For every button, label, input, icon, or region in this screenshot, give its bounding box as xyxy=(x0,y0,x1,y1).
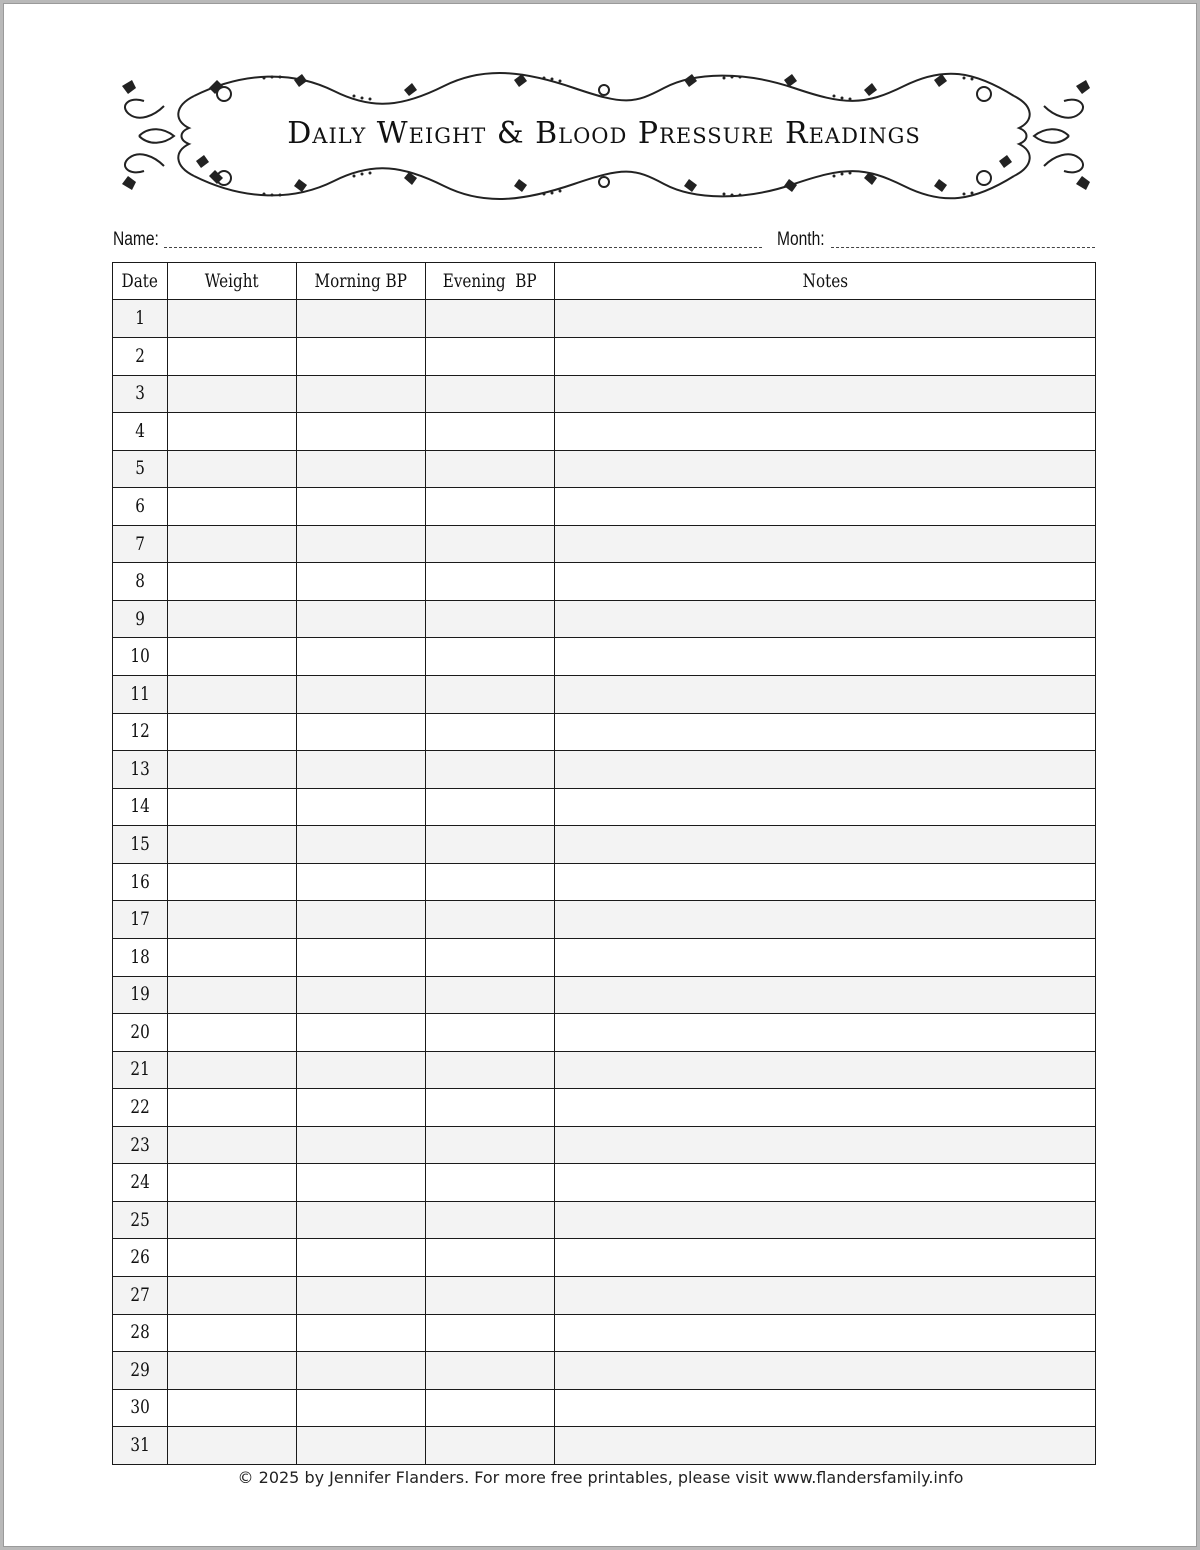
header-notes: Notes xyxy=(555,263,1096,300)
evening-bp-cell[interactable] xyxy=(426,375,555,413)
morning-bp-cell[interactable] xyxy=(297,713,426,751)
weight-cell[interactable] xyxy=(168,638,297,676)
date-cell: 5 xyxy=(113,450,168,488)
notes-cell[interactable] xyxy=(555,1277,1096,1315)
evening-bp-cell[interactable] xyxy=(426,1201,555,1239)
table-row xyxy=(113,938,1096,976)
evening-bp-cell[interactable] xyxy=(426,563,555,601)
evening-bp-cell[interactable] xyxy=(426,976,555,1014)
table-row xyxy=(113,826,1096,864)
evening-bp-cell[interactable] xyxy=(426,1126,555,1164)
notes-cell[interactable] xyxy=(555,638,1096,676)
morning-bp-cell[interactable] xyxy=(297,563,426,601)
weight-cell[interactable] xyxy=(168,1126,297,1164)
notes-cell[interactable] xyxy=(555,751,1096,789)
weight-cell[interactable] xyxy=(168,1014,297,1052)
morning-bp-cell[interactable] xyxy=(297,1051,426,1089)
table-row xyxy=(113,300,1096,338)
table-row xyxy=(113,863,1096,901)
evening-bp-cell[interactable] xyxy=(426,901,555,939)
date-cell: 28 xyxy=(113,1314,168,1352)
weight-cell[interactable] xyxy=(168,1427,297,1465)
date-cell: 6 xyxy=(113,488,168,526)
date-cell: 31 xyxy=(113,1427,168,1465)
date-cell: 12 xyxy=(113,713,168,751)
weight-cell[interactable] xyxy=(168,1389,297,1427)
notes-cell[interactable] xyxy=(555,563,1096,601)
date-cell: 16 xyxy=(113,863,168,901)
weight-cell[interactable] xyxy=(168,938,297,976)
notes-cell[interactable] xyxy=(555,1239,1096,1277)
notes-cell[interactable] xyxy=(555,1126,1096,1164)
notes-cell[interactable] xyxy=(555,1314,1096,1352)
date-cell: 23 xyxy=(113,1126,168,1164)
weight-cell[interactable] xyxy=(168,788,297,826)
morning-bp-cell[interactable] xyxy=(297,1239,426,1277)
date-cell: 20 xyxy=(113,1014,168,1052)
table-row xyxy=(113,337,1096,375)
morning-bp-cell[interactable] xyxy=(297,751,426,789)
table-row xyxy=(113,600,1096,638)
page-title: Daily Weight & Blood Pressure Readings xyxy=(287,116,921,151)
weight-cell[interactable] xyxy=(168,1239,297,1277)
notes-cell[interactable] xyxy=(555,676,1096,714)
date-cell: 25 xyxy=(113,1201,168,1239)
date-cell: 22 xyxy=(113,1089,168,1127)
notes-cell[interactable] xyxy=(555,1352,1096,1390)
table-row xyxy=(113,1014,1096,1052)
evening-bp-cell[interactable] xyxy=(426,300,555,338)
date-cell: 18 xyxy=(113,938,168,976)
morning-bp-cell[interactable] xyxy=(297,976,426,1014)
notes-cell[interactable] xyxy=(555,826,1096,864)
date-cell: 15 xyxy=(113,826,168,864)
notes-cell[interactable] xyxy=(555,1201,1096,1239)
evening-bp-cell[interactable] xyxy=(426,525,555,563)
notes-cell[interactable] xyxy=(555,863,1096,901)
morning-bp-cell[interactable] xyxy=(297,938,426,976)
header-evening-bp: Evening BP xyxy=(426,263,555,300)
morning-bp-cell[interactable] xyxy=(297,788,426,826)
table-row xyxy=(113,1239,1096,1277)
weight-cell[interactable] xyxy=(168,676,297,714)
weight-cell[interactable] xyxy=(168,1314,297,1352)
date-cell: 1 xyxy=(113,300,168,338)
evening-bp-cell[interactable] xyxy=(426,751,555,789)
weight-cell[interactable] xyxy=(168,1352,297,1390)
date-cell: 26 xyxy=(113,1239,168,1277)
evening-bp-cell[interactable] xyxy=(426,938,555,976)
weight-cell[interactable] xyxy=(168,450,297,488)
copyright-footer: © 2025 by Jennifer Flanders. For more free printables, please visit www.flandersfamily.info xyxy=(237,1468,964,1487)
date-cell: 21 xyxy=(113,1051,168,1089)
evening-bp-cell[interactable] xyxy=(426,600,555,638)
readings-table xyxy=(112,262,1096,1465)
evening-bp-cell[interactable] xyxy=(426,488,555,526)
morning-bp-cell[interactable] xyxy=(297,300,426,338)
weight-cell[interactable] xyxy=(168,751,297,789)
date-cell: 24 xyxy=(113,1164,168,1202)
notes-cell[interactable] xyxy=(555,337,1096,375)
table-row xyxy=(113,1389,1096,1427)
weight-cell[interactable] xyxy=(168,901,297,939)
morning-bp-cell[interactable] xyxy=(297,901,426,939)
table-row xyxy=(113,1352,1096,1390)
evening-bp-cell[interactable] xyxy=(426,638,555,676)
weight-cell[interactable] xyxy=(168,300,297,338)
table-row xyxy=(113,1089,1096,1127)
morning-bp-cell[interactable] xyxy=(297,676,426,714)
notes-cell[interactable] xyxy=(555,525,1096,563)
weight-cell[interactable] xyxy=(168,525,297,563)
evening-bp-cell[interactable] xyxy=(426,1314,555,1352)
table-row xyxy=(113,751,1096,789)
weight-cell[interactable] xyxy=(168,488,297,526)
date-cell: 10 xyxy=(113,638,168,676)
table-row xyxy=(113,563,1096,601)
weight-cell[interactable] xyxy=(168,826,297,864)
morning-bp-cell[interactable] xyxy=(297,1352,426,1390)
notes-cell[interactable] xyxy=(555,901,1096,939)
name-blank-line[interactable] xyxy=(164,247,762,248)
notes-cell[interactable] xyxy=(555,713,1096,751)
evening-bp-cell[interactable] xyxy=(426,1352,555,1390)
evening-bp-cell[interactable] xyxy=(426,413,555,451)
notes-cell[interactable] xyxy=(555,1089,1096,1127)
notes-cell[interactable] xyxy=(555,600,1096,638)
date-cell: 11 xyxy=(113,676,168,714)
notes-cell[interactable] xyxy=(555,300,1096,338)
table-row xyxy=(113,488,1096,526)
header-date: Date xyxy=(113,263,168,300)
evening-bp-cell[interactable] xyxy=(426,713,555,751)
date-cell: 17 xyxy=(113,901,168,939)
morning-bp-cell[interactable] xyxy=(297,1126,426,1164)
morning-bp-cell[interactable] xyxy=(297,1277,426,1315)
table-row xyxy=(113,375,1096,413)
table-row xyxy=(113,976,1096,1014)
table-row xyxy=(113,676,1096,714)
notes-cell[interactable] xyxy=(555,413,1096,451)
evening-bp-cell[interactable] xyxy=(426,1389,555,1427)
morning-bp-cell[interactable] xyxy=(297,488,426,526)
morning-bp-cell[interactable] xyxy=(297,413,426,451)
morning-bp-cell[interactable] xyxy=(297,863,426,901)
evening-bp-cell[interactable] xyxy=(426,1089,555,1127)
table-row xyxy=(113,1277,1096,1315)
notes-cell[interactable] xyxy=(555,450,1096,488)
weight-cell[interactable] xyxy=(168,976,297,1014)
table-row xyxy=(113,525,1096,563)
evening-bp-cell[interactable] xyxy=(426,863,555,901)
date-cell: 4 xyxy=(113,413,168,451)
date-cell: 3 xyxy=(113,375,168,413)
date-cell: 30 xyxy=(113,1389,168,1427)
date-cell: 13 xyxy=(113,751,168,789)
morning-bp-cell[interactable] xyxy=(297,1164,426,1202)
weight-cell[interactable] xyxy=(168,375,297,413)
evening-bp-cell[interactable] xyxy=(426,1277,555,1315)
evening-bp-cell[interactable] xyxy=(426,1164,555,1202)
weight-cell[interactable] xyxy=(168,1089,297,1127)
header-weight: Weight xyxy=(168,263,297,300)
weight-cell[interactable] xyxy=(168,413,297,451)
weight-cell[interactable] xyxy=(168,713,297,751)
notes-cell[interactable] xyxy=(555,1164,1096,1202)
notes-cell[interactable] xyxy=(555,375,1096,413)
date-cell: 8 xyxy=(113,563,168,601)
weight-cell[interactable] xyxy=(168,337,297,375)
date-cell: 19 xyxy=(113,976,168,1014)
notes-cell[interactable] xyxy=(555,788,1096,826)
morning-bp-cell[interactable] xyxy=(297,638,426,676)
table-header-row xyxy=(113,263,1096,300)
morning-bp-cell[interactable] xyxy=(297,1427,426,1465)
morning-bp-cell[interactable] xyxy=(297,1389,426,1427)
morning-bp-cell[interactable] xyxy=(297,1014,426,1052)
evening-bp-cell[interactable] xyxy=(426,337,555,375)
morning-bp-cell[interactable] xyxy=(297,600,426,638)
table-row xyxy=(113,413,1096,451)
table-row xyxy=(113,638,1096,676)
notes-cell[interactable] xyxy=(555,976,1096,1014)
morning-bp-cell[interactable] xyxy=(297,525,426,563)
date-cell: 14 xyxy=(113,788,168,826)
header-morning-bp: Morning BP xyxy=(297,263,426,300)
notes-cell[interactable] xyxy=(555,1427,1096,1465)
evening-bp-cell[interactable] xyxy=(426,450,555,488)
month-field xyxy=(777,226,835,254)
month-blank-line[interactable] xyxy=(831,247,1095,248)
notes-cell[interactable] xyxy=(555,1014,1096,1052)
weight-cell[interactable] xyxy=(168,600,297,638)
table-row xyxy=(113,1201,1096,1239)
evening-bp-cell[interactable] xyxy=(426,1051,555,1089)
table-row xyxy=(113,1314,1096,1352)
weight-cell[interactable] xyxy=(168,1051,297,1089)
morning-bp-cell[interactable] xyxy=(297,1201,426,1239)
weight-cell[interactable] xyxy=(168,1164,297,1202)
table-row xyxy=(113,1051,1096,1089)
date-cell: 2 xyxy=(113,337,168,375)
evening-bp-cell[interactable] xyxy=(426,826,555,864)
name-field xyxy=(113,226,169,254)
evening-bp-cell[interactable] xyxy=(426,676,555,714)
notes-cell[interactable] xyxy=(555,488,1096,526)
morning-bp-cell[interactable] xyxy=(297,826,426,864)
month-label: Month: xyxy=(777,229,825,250)
evening-bp-cell[interactable] xyxy=(426,788,555,826)
weight-cell[interactable] xyxy=(168,1201,297,1239)
table-row xyxy=(113,1164,1096,1202)
weight-cell[interactable] xyxy=(168,563,297,601)
table-row xyxy=(113,1427,1096,1465)
morning-bp-cell[interactable] xyxy=(297,450,426,488)
printable-page xyxy=(3,3,1197,1547)
table-row xyxy=(113,1126,1096,1164)
table-row xyxy=(113,788,1096,826)
morning-bp-cell[interactable] xyxy=(297,375,426,413)
date-cell: 7 xyxy=(113,525,168,563)
morning-bp-cell[interactable] xyxy=(297,1314,426,1352)
morning-bp-cell[interactable] xyxy=(297,1089,426,1127)
weight-cell[interactable] xyxy=(168,1277,297,1315)
date-cell: 9 xyxy=(113,600,168,638)
evening-bp-cell[interactable] xyxy=(426,1014,555,1052)
table-row xyxy=(113,450,1096,488)
notes-cell[interactable] xyxy=(555,1051,1096,1089)
name-label: Name: xyxy=(113,229,159,250)
notes-cell[interactable] xyxy=(555,938,1096,976)
date-cell: 27 xyxy=(113,1277,168,1315)
notes-cell[interactable] xyxy=(555,1389,1096,1427)
weight-cell[interactable] xyxy=(168,863,297,901)
table-row xyxy=(113,713,1096,751)
evening-bp-cell[interactable] xyxy=(426,1239,555,1277)
evening-bp-cell[interactable] xyxy=(426,1427,555,1465)
table-body xyxy=(113,300,1096,1465)
table-row xyxy=(113,901,1096,939)
date-cell: 29 xyxy=(113,1352,168,1390)
morning-bp-cell[interactable] xyxy=(297,337,426,375)
